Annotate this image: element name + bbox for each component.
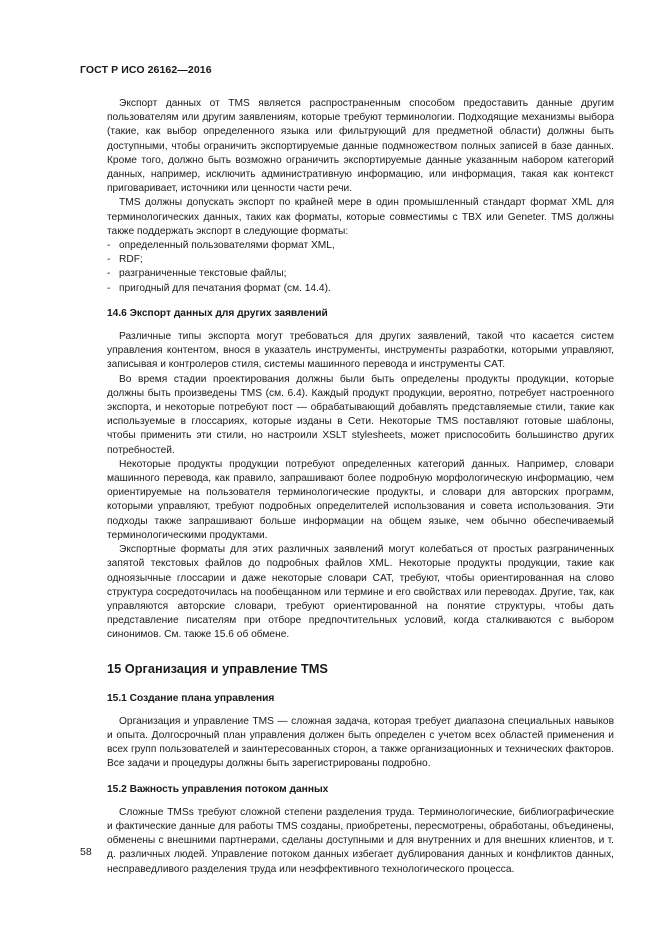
section-15-2-paragraph: Сложные TMSs требуют сложной степени разделения труда. Терминологические, библиографические и фактические данные для работы TMS созданы, приобретены, пересмотрены, обработаны, объединены, обменены с внешними партнерами, сделаны доступными и для внутренних и для внешних клиентов, и т. д. различных людей. Управление потоком данных избегает дублирования данных и конфликтов данных, несправедливого разделения труда или неэффективного технологического процесса. bbox=[107, 806, 614, 875]
export-formats-list bbox=[107, 239, 614, 296]
document-header: ГОСТ Р ИСО 26162—2016 bbox=[80, 64, 212, 76]
section-14-6-paragraph: Во время стадии проектирования должны были быть определены продукты продукции, которые должны быть произведены TMS (см. 6.4). Каждый продукт продукции, вероятно, потребует настроенного экспорта, и некоторые потребуют пост — обрабатывающий добавлять представляемые стили, такие как используемые в глоссариях, которые изданы в Сети. Некоторые TMS поставляют готовые шаблоны, чтобы применить эти стили, но настроили XSLT stylesheets, может приспособить большинство других потребностей. bbox=[107, 373, 614, 456]
section-15-1-paragraph: Организация и управление TMS — сложная задача, которая требует диапазона специальных навыков и опыта. Долгосрочный план управления должен быть определен с учетом всех областей применения и всех групп пользователей и заинтересованных сторон, а также организационных и технических факторов. Все задачи и процедуры должны быть зарегистрированы подробно. bbox=[107, 715, 614, 770]
page-content bbox=[107, 97, 614, 877]
list-item: - RDF; bbox=[107, 253, 614, 267]
intro-paragraph-2: TMS должны допускать экспорт по крайней мере в один промышленный стандарт формат XML для терминологических данных, таких как форматы, которые совместимы с TBX или Geneter. TMS должны также поддержать экспорт в следующие форматы: bbox=[107, 197, 614, 237]
list-item: - определенный пользователями формат XML, bbox=[107, 239, 614, 253]
intro-paragraph-1: Экспорт данных от TMS является распространенным способом предоставить данные другим пользователям или другим заявлениям, которые требуют терминологии. Подходящие механизмы выбора (такие, как выбор определенного языка или фильтрующий для предметной области) должны быть доступными, чтобы ограничить экспортируемые данные подмножеством полных записей в базе данных. Кроме того, должно быть возможно ограничить экспортируемые данные указанным набором категорий данных, например, исключить административную информацию, или информация, такая как контекст приговаривает, источники или ценности части речи. bbox=[107, 98, 614, 195]
section-14-6-paragraph: Различные типы экспорта могут требоваться для других заявлений, такой что касается систем управления контентом, внося в указатель инструменты, инструменты разработки, которыми управляют, записывая и контролеров стиля, системы машинного перевода и инструменты CAT. bbox=[107, 331, 614, 371]
section-14-6-heading: 14.6 Экспорт данных для других заявлений bbox=[107, 307, 328, 319]
page-number: 58 bbox=[80, 846, 92, 858]
section-15-1-heading: 15.1 Создание плана управления bbox=[107, 692, 275, 704]
list-item: - пригодный для печатания формат (см. 14.4). bbox=[107, 282, 614, 296]
section-14-6-paragraph: Экспортные форматы для этих различных заявлений могут колебаться от простых разграниченных запятой текстовых файлов до подробных файлов XML. Некоторые продукты продукции, такие как одноязычные глоссарии и даже некоторые словари CAT, требуют, чтобы ориентированная на слово структура сосредоточилась на пообещанном или термине и его свойствах или переводах. Другие, так, как управляются авторские словари, требуют ориентированной на понятие структуры, чтобы дать представление писателям при отборе предпочтительных условий, когда сталкиваются с выбором синонимов. См. также 15.6 об обмене. bbox=[107, 544, 614, 641]
section-14-6-paragraph: Некоторые продукты продукции потребуют определенных категорий данных. Например, словари машинного перевода, как правило, запрашивают более подробную морфологическую информацию, чем ориентируемые на пользователя терминологические продукты, и словари для авторских программ, которыми управляют, требуют подробных определителей использования и совета использования. Эти подходы также запрашивают больше информации на общем языке, чем обычно обеспечиваемый терминологическими продуктами. bbox=[107, 458, 614, 541]
section-15-heading: 15 Организация и управление TMS bbox=[107, 660, 328, 676]
list-item: - разграниченные текстовые файлы; bbox=[107, 267, 614, 281]
section-15-2-heading: 15.2 Важность управления потоком данных bbox=[107, 783, 329, 795]
